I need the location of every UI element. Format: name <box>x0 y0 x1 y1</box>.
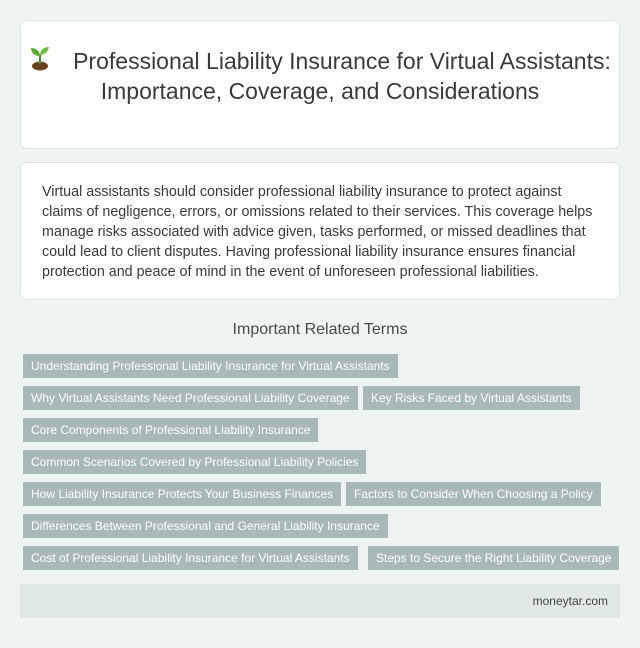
intro-card <box>20 162 620 300</box>
related-terms-heading: Important Related Terms <box>232 321 408 338</box>
related-term-tag[interactable]: Why Virtual Assistants Need Professional Liability Coverage <box>23 386 358 410</box>
sprout-icon <box>29 45 51 71</box>
page-title: Professional Liability Insurance for Virtual Assistants: Importance, Coverage, and Considerations <box>73 48 611 104</box>
related-term-tag[interactable]: Core Components of Professional Liability Insurance <box>23 418 318 442</box>
related-term-tag[interactable]: Cost of Professional Liability Insurance for Virtual Assistants <box>23 546 358 570</box>
related-term-tag[interactable]: Differences Between Professional and General Liability Insurance <box>23 514 388 538</box>
footer-site-name: moneytar.com <box>532 594 608 608</box>
header-card <box>20 20 620 149</box>
related-term-tag[interactable]: Factors to Consider When Choosing a Policy <box>346 482 601 506</box>
related-term-tag[interactable]: How Liability Insurance Protects Your Business Finances <box>23 482 341 506</box>
related-term-tag[interactable]: Understanding Professional Liability Insurance for Virtual Assistants <box>23 354 398 378</box>
footer-bar <box>20 584 620 618</box>
related-term-tag[interactable]: Key Risks Faced by Virtual Assistants <box>363 386 580 410</box>
intro-paragraph: Virtual assistants should consider professional liability insurance to protect against claims of negligence, errors, or omissions related to their services. This coverage helps manage risks associated with advice given, tasks performed, or missed deadlines that could lead to client disputes. Having professional liability insurance ensures financial protection and peace of mind in the event of unforeseen professional liabilities. <box>42 184 593 280</box>
related-term-tag[interactable]: Steps to Secure the Right Liability Coverage <box>368 546 619 570</box>
related-term-tag[interactable]: Common Scenarios Covered by Professional Liability Policies <box>23 450 366 474</box>
title-wrap <box>21 45 619 106</box>
